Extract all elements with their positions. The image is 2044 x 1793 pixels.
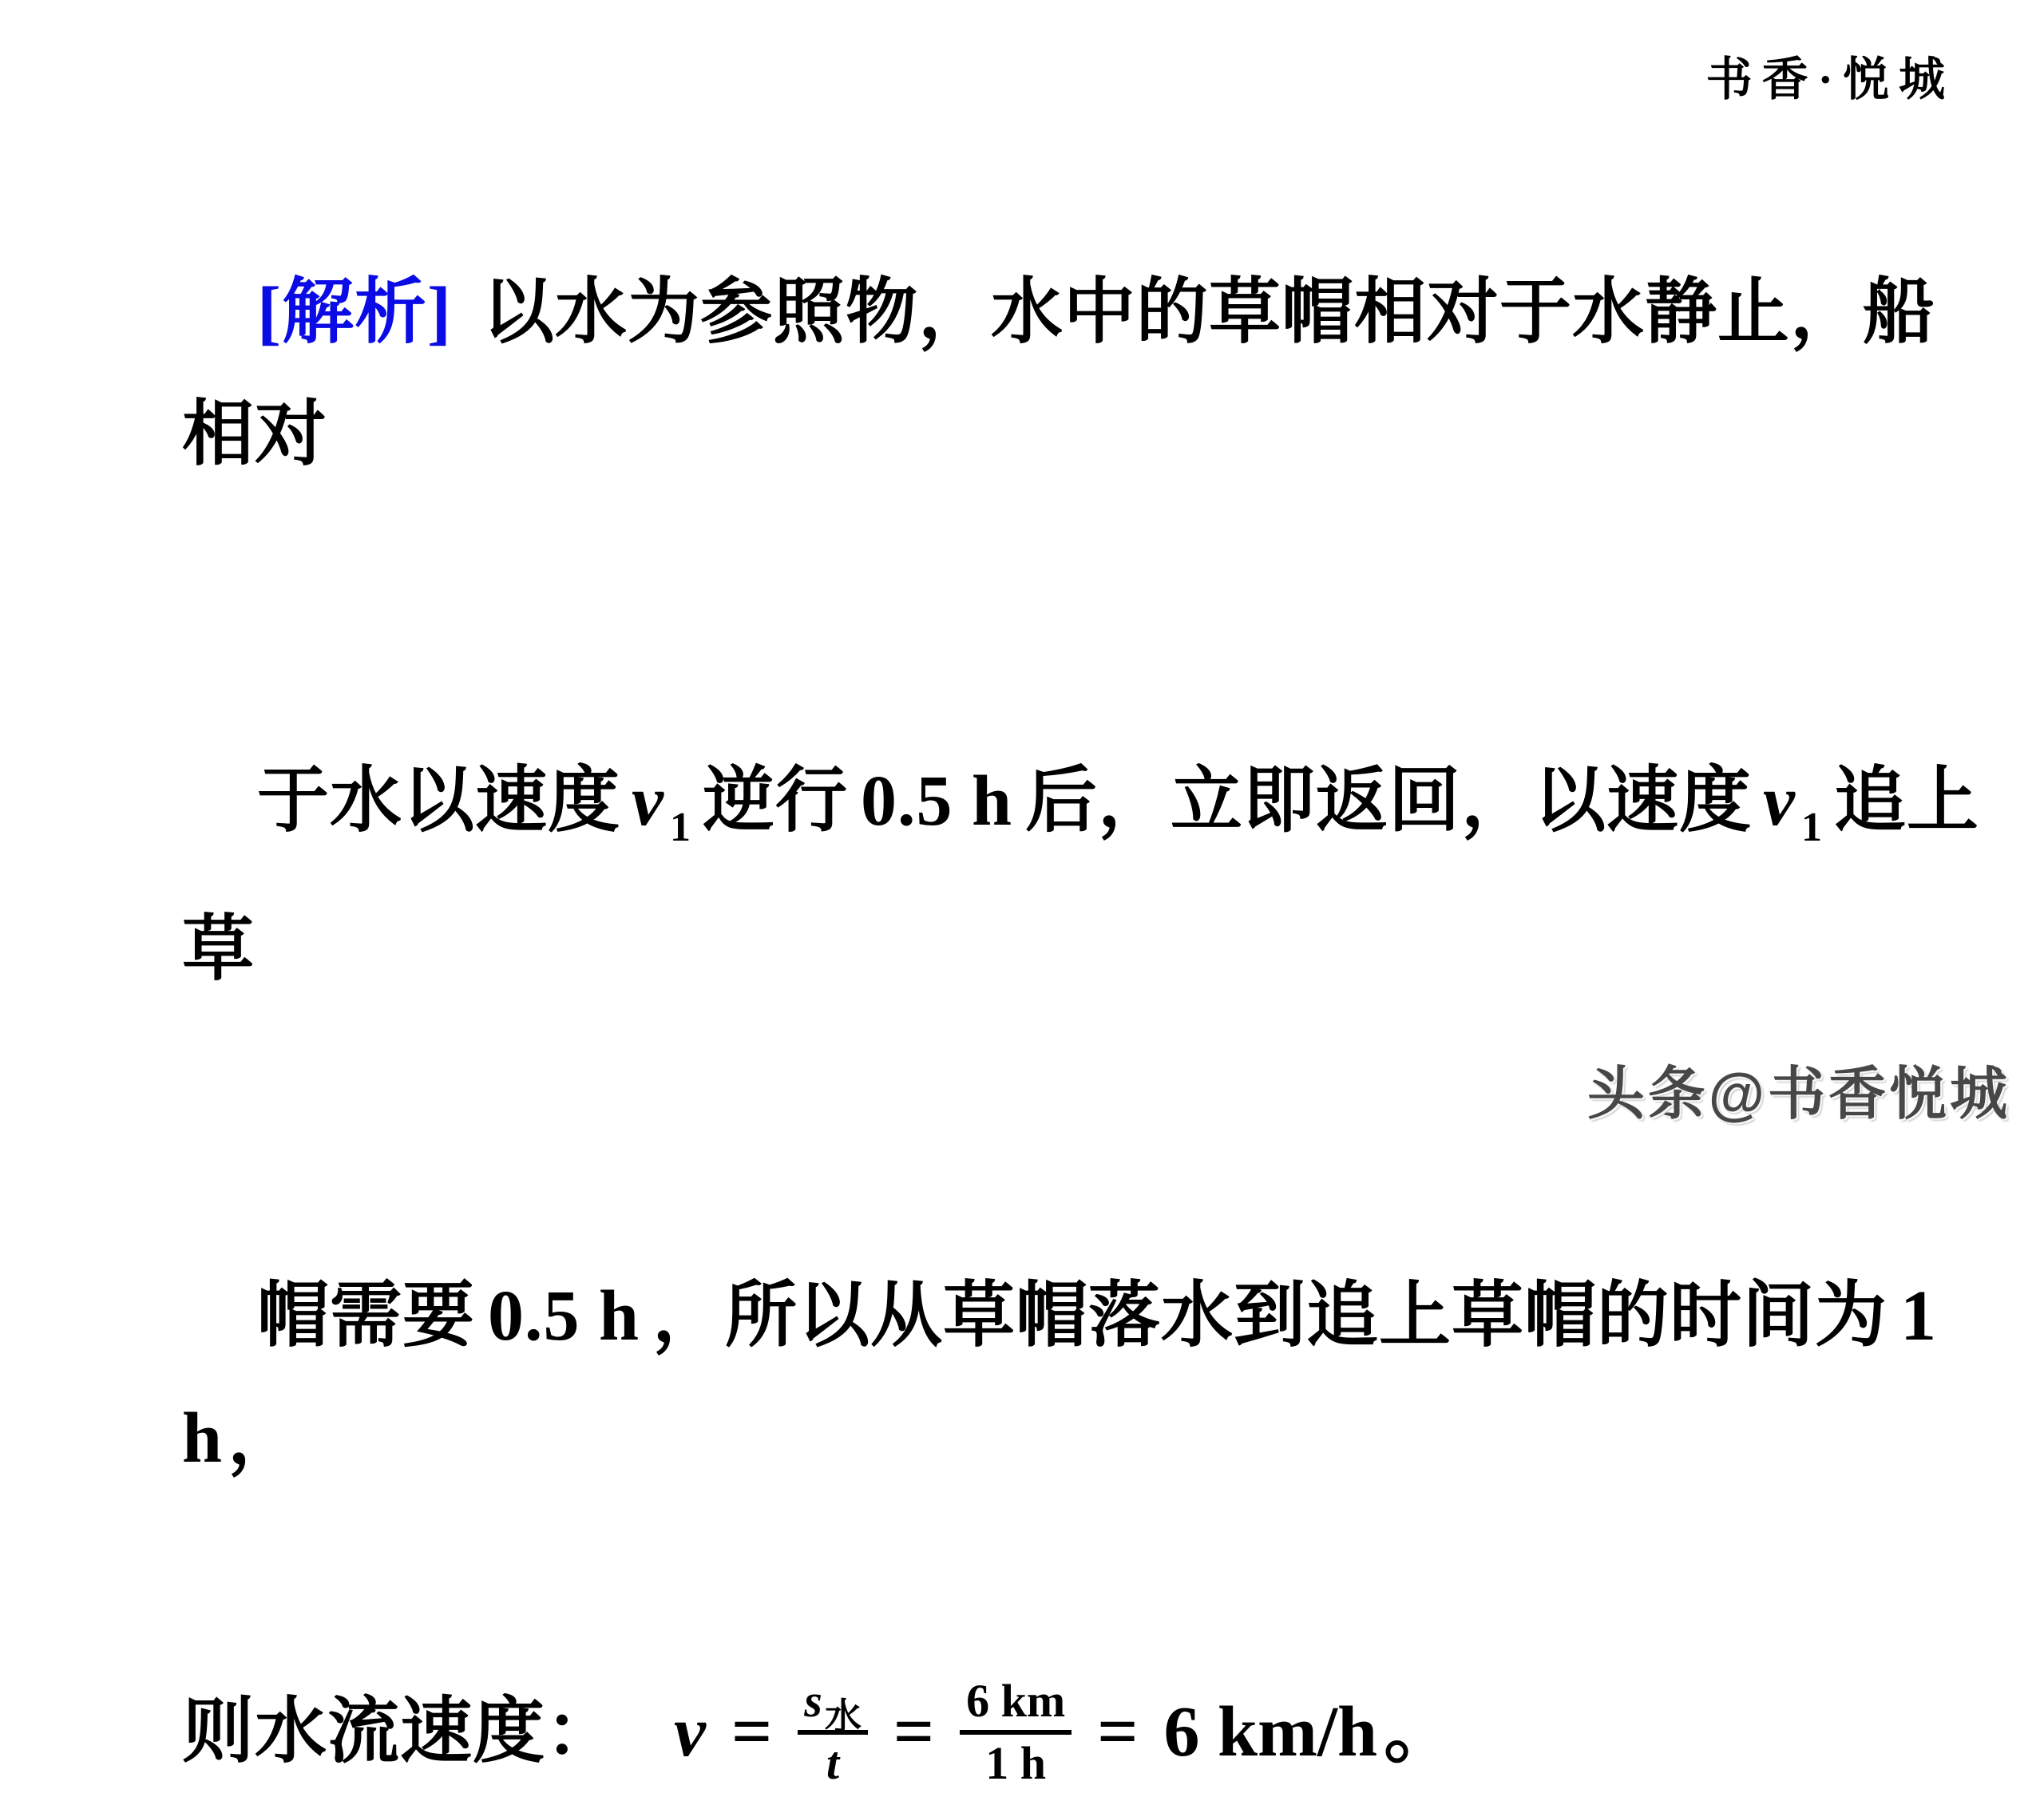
formula-line	[182, 1671, 1994, 1793]
fraction2-bar	[960, 1730, 1072, 1735]
fraction1-denominator-t: t	[826, 1736, 840, 1789]
solution-paragraph	[182, 129, 1994, 1793]
line2-text-2: 逆行	[702, 762, 848, 841]
duration-0p5h-2: 0.5 h	[488, 1276, 640, 1356]
brand-header-text: 书香·悦城	[1705, 53, 1955, 105]
equals-sign-2: =	[893, 1692, 935, 1771]
analysis-label: [解析]	[257, 273, 452, 352]
line2-text-1: 于水以速度	[257, 762, 620, 841]
line1-text: 以水为参照物，水中的草帽相对于水静止，船相对	[182, 273, 1935, 474]
fraction2-numerator: 6 km	[966, 1674, 1066, 1727]
equals-sign-1: =	[731, 1692, 773, 1771]
text-line-3	[182, 1133, 1994, 1621]
equals-sign-3: =	[1097, 1692, 1139, 1771]
formula-v-symbol: v	[674, 1692, 706, 1771]
line3-text-1: 帽需要	[257, 1276, 475, 1356]
line2-text-3: 后，立即返回，以速度	[1025, 762, 1753, 841]
sentence-period: 。	[1384, 1692, 1456, 1771]
toutiao-watermark: 头条@书香悦城	[1586, 1063, 2010, 1126]
fraction1-numerator	[798, 1674, 868, 1737]
velocity-v1-symbol: v	[632, 762, 664, 841]
line2-text-4: 追上草	[182, 762, 1979, 989]
line3-text-3: ，	[228, 1399, 301, 1478]
formula-intro: 则水流速度：	[182, 1692, 618, 1771]
line3-text-2: ，所以从草帽落水到追上草帽的时间为	[652, 1276, 1888, 1356]
duration-1h: 1 h	[182, 1276, 1956, 1478]
velocity-v1-subscript-2: 1	[1800, 805, 1823, 850]
velocity-v1-subscript: 1	[669, 805, 691, 850]
fraction2-denominator: 1 h	[985, 1736, 1047, 1789]
duration-0p5h-1: 0.5 h	[860, 762, 1013, 841]
formula-result: 6 km/h	[1163, 1692, 1378, 1771]
fraction-s-over-t	[798, 1674, 868, 1789]
fraction-6km-over-1h	[960, 1674, 1072, 1789]
distance-s-symbol: s	[804, 1674, 822, 1727]
distance-s-subscript-water: 水	[824, 1696, 862, 1737]
velocity-v1-symbol-2: v	[1763, 762, 1796, 841]
text-line-1	[182, 129, 1994, 618]
